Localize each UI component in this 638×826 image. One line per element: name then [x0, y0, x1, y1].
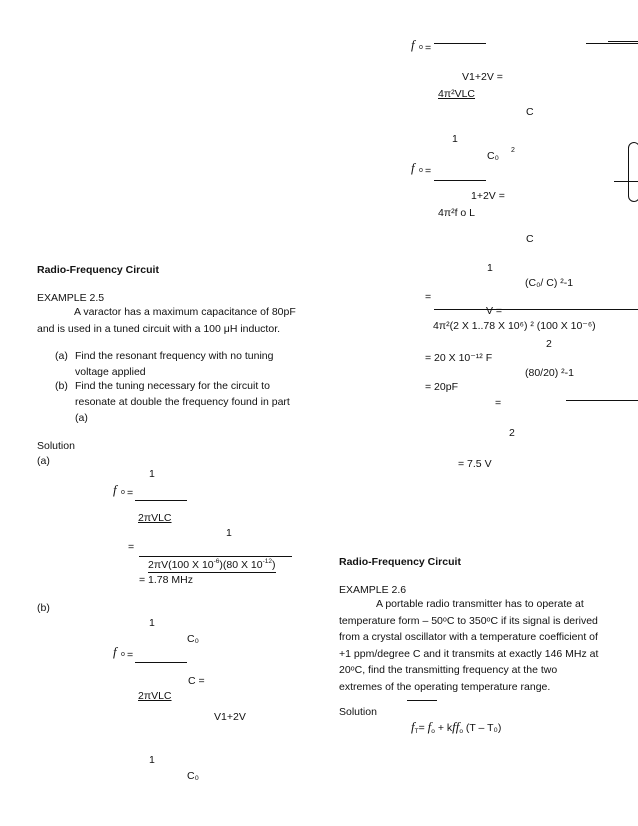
- subscript: o: [431, 728, 435, 735]
- example-label: EXAMPLE 2.6: [339, 584, 407, 596]
- equals-sign: =: [127, 649, 134, 661]
- exponent: 2: [511, 147, 515, 154]
- f-symbol: f: [113, 644, 117, 659]
- part-label: (a): [37, 455, 50, 467]
- denominator-expression: 4π²VLC: [438, 88, 476, 100]
- equals-sign: =: [425, 42, 432, 54]
- subscript: o: [419, 44, 423, 51]
- capacitance-symbol: C₀: [187, 770, 199, 782]
- variable-label: V =: [486, 305, 503, 317]
- subscript: o: [459, 728, 463, 735]
- denominator-part: ): [272, 559, 276, 571]
- f-symbol: f: [411, 719, 415, 734]
- fraction-bar: [586, 43, 638, 44]
- f-symbol: ff: [452, 719, 460, 734]
- solution-label: Solution: [339, 706, 377, 718]
- result-line: = 20pF: [425, 381, 458, 393]
- equals-sign: =: [127, 487, 134, 499]
- fraction-bar: [434, 180, 486, 181]
- list-item-label: (a): [55, 350, 68, 362]
- fraction-bar: [135, 500, 187, 501]
- subscript: o: [419, 167, 423, 174]
- subscript: o: [121, 489, 125, 496]
- f-symbol: f: [427, 719, 432, 734]
- equals-sign: =: [495, 397, 502, 409]
- subscript: T: [414, 728, 419, 735]
- expression: 1+2V =: [471, 190, 505, 202]
- bracket-shape: [628, 142, 638, 202]
- numerator: 1: [226, 527, 232, 539]
- fraction-bar: [566, 400, 638, 401]
- result-line: = 20 X 10⁻¹² F: [425, 352, 493, 364]
- equals-sign: =: [128, 541, 135, 553]
- numerator: 1: [149, 617, 155, 629]
- list-item-text: Find the tuning necessary for the circuit to resonate at double the frequency found in part (a): [75, 380, 290, 424]
- fraction-bar: [407, 700, 437, 701]
- fraction-bar: [434, 309, 638, 310]
- denominator-expression: 4π²(2 X 1..78 X 10⁶) ² (100 X 10⁻⁶): [433, 320, 596, 332]
- denominator-part: )(80 X 10: [219, 559, 263, 571]
- numerator: 2: [509, 427, 515, 439]
- denominator-expression: 2πVLC: [138, 512, 172, 524]
- example-text: A varactor has a maximum capacitance of 80pF and is used in a tuned circuit with a 100 μH inductor.: [37, 306, 296, 335]
- expression: C =: [188, 675, 205, 687]
- list-item-label: (b): [55, 380, 68, 392]
- subscript: o: [121, 651, 125, 658]
- temperature-formula: [411, 720, 501, 735]
- example-label: EXAMPLE 2.5: [37, 292, 105, 304]
- f-symbol: f: [411, 160, 415, 175]
- f-symbol: f: [113, 482, 117, 497]
- fraction-bar: [608, 41, 638, 42]
- denominator-expression: [148, 558, 276, 573]
- equals-sign: =: [425, 291, 432, 303]
- numerator: 1: [452, 133, 458, 145]
- section-heading: Radio-Frequency Circuit: [339, 556, 461, 568]
- numerator: 1: [487, 262, 493, 274]
- fraction-bar: [135, 662, 187, 663]
- exponent: -12: [262, 558, 273, 565]
- formula-part: + k: [434, 722, 453, 734]
- denominator-part: 2πV(100 X 10: [148, 559, 214, 571]
- numerator: 1: [149, 468, 155, 480]
- equals-sign: =: [425, 165, 432, 177]
- capacitance-symbol: C: [526, 106, 534, 118]
- result-line: = 1.78 MHz: [139, 574, 193, 586]
- fraction-bar: [434, 43, 486, 44]
- list-item: [55, 348, 299, 380]
- denominator-expression: 2πVLC: [138, 690, 172, 702]
- ratio-expression: (80/20) ²-1: [525, 367, 575, 379]
- equals-sign: =: [418, 722, 428, 734]
- example-text: A portable radio transmitter has to operate at temperature form – 50ᵒC to 350ᵒC if its signal is derived from a crystal oscillator with a temperature coefficient of +1 ppm/degree C and it transmits at exactly 146 MHz at 20ᵒC, find the transmitting frequency at the two extremes of the operating temperature range.: [339, 598, 599, 693]
- exponent: 2: [546, 338, 552, 350]
- exponent: -6: [213, 558, 220, 565]
- fraction-bar: [139, 556, 292, 557]
- result-line: = 7.5 V: [458, 458, 492, 470]
- ratio-expression: (C₀/ C) ²-1: [525, 277, 574, 289]
- part-label: (b): [37, 602, 50, 614]
- list-item: [55, 378, 299, 426]
- root-expression: V1+2V =: [462, 71, 503, 83]
- capacitance-symbol: C₀: [487, 150, 499, 162]
- f-symbol: f: [411, 37, 415, 52]
- root-expression: V1+2V: [214, 711, 246, 723]
- numerator: 1: [149, 754, 155, 766]
- solution-label: Solution: [37, 440, 75, 452]
- section-heading: Radio-Frequency Circuit: [37, 264, 159, 276]
- capacitance-symbol: C₀: [187, 633, 199, 645]
- list-item-text: Find the resonant frequency with no tuning voltage applied: [75, 350, 274, 378]
- formula-part: (T – T₀): [463, 722, 502, 734]
- capacitance-symbol: C: [526, 233, 534, 245]
- fraction-bar: [614, 181, 638, 182]
- denominator-expression: 4π²f o L: [438, 207, 476, 219]
